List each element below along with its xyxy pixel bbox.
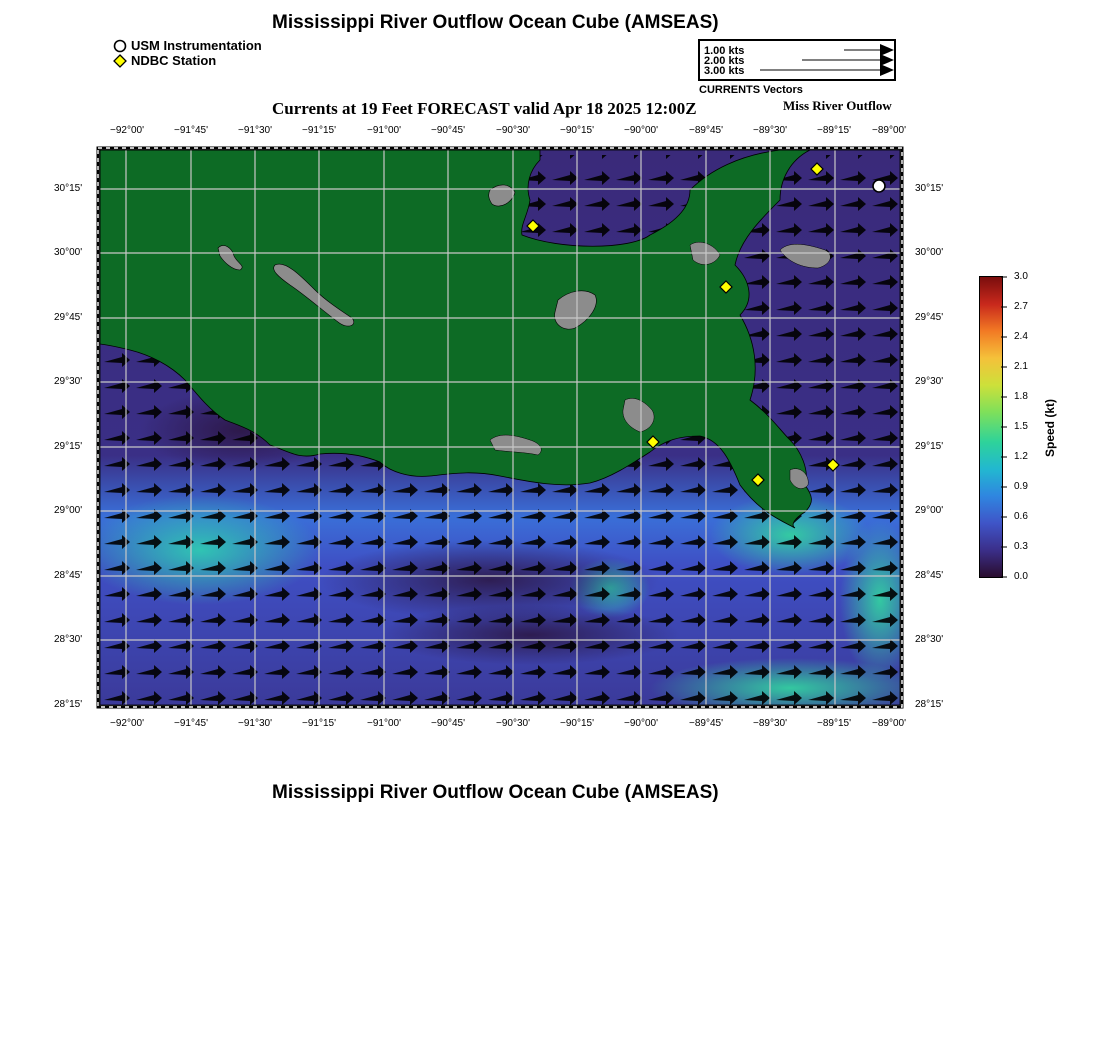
lon-top-tick: −89°45' bbox=[689, 125, 723, 136]
lon-top-tick: −89°15' bbox=[817, 125, 851, 136]
lat-right-tick: 29°00' bbox=[915, 505, 944, 516]
colorbar-tick: 0.9 bbox=[1014, 481, 1028, 492]
lon-top-tick: −90°30' bbox=[496, 125, 530, 136]
colorbar-tick: 2.1 bbox=[1014, 361, 1028, 372]
lon-top-tick: −91°30' bbox=[238, 125, 272, 136]
lon-bottom-tick: −91°30' bbox=[238, 718, 272, 729]
colorbar-tick: 2.7 bbox=[1014, 301, 1028, 312]
vector-legend-caption: CURRENTS Vectors bbox=[699, 84, 803, 96]
lon-bottom-tick: −91°00' bbox=[367, 718, 401, 729]
lat-right-tick: 28°45' bbox=[915, 570, 944, 581]
lon-top-tick: −90°45' bbox=[431, 125, 465, 136]
map-canvas bbox=[90, 140, 920, 716]
vector-legend-box bbox=[698, 39, 896, 81]
map-title-repeat: Mississippi River Outflow Ocean Cube (AMSEAS) bbox=[272, 782, 719, 803]
lat-right-tick: 30°00' bbox=[915, 247, 944, 258]
colorbar-tick: 0.6 bbox=[1014, 511, 1028, 522]
speed-colorbar bbox=[979, 276, 1003, 578]
lon-bottom-tick: −90°30' bbox=[496, 718, 530, 729]
legend-usm bbox=[113, 38, 262, 53]
vector-legend-row-3: 3.00 kts bbox=[704, 65, 745, 77]
lat-right-tick: 29°45' bbox=[915, 312, 944, 323]
lon-bottom-tick: −90°45' bbox=[431, 718, 465, 729]
region-label: Miss River Outflow bbox=[783, 98, 892, 113]
colorbar-tick: 1.2 bbox=[1014, 451, 1028, 462]
colorbar-tick: 0.0 bbox=[1014, 571, 1028, 582]
legend-usm-label: USM Instrumentation bbox=[131, 38, 262, 53]
lon-top-tick: −92°00' bbox=[110, 125, 144, 136]
lon-top-tick: −91°15' bbox=[302, 125, 336, 136]
colorbar-label: Speed (kt) bbox=[1043, 398, 1058, 458]
vector-legend-row-1: 1.00 kts bbox=[704, 45, 745, 57]
lon-top-tick: −89°30' bbox=[753, 125, 787, 136]
lon-top-tick: −90°15' bbox=[560, 125, 594, 136]
lat-left-tick: 30°15' bbox=[54, 183, 83, 194]
lat-left-tick: 28°15' bbox=[54, 699, 83, 710]
colorbar-tick: 0.3 bbox=[1014, 541, 1028, 552]
lon-top-tick: −90°00' bbox=[624, 125, 658, 136]
lon-top-tick: −89°00' bbox=[872, 125, 906, 136]
legend-ndbc-label: NDBC Station bbox=[131, 53, 217, 68]
lat-left-tick: 29°30' bbox=[54, 376, 83, 387]
lon-bottom-tick: −90°15' bbox=[560, 718, 594, 729]
lat-right-tick: 28°15' bbox=[915, 699, 944, 710]
lat-left-tick: 29°45' bbox=[54, 312, 83, 323]
lat-right-tick: 29°15' bbox=[915, 441, 944, 452]
colorbar-tick: 1.8 bbox=[1014, 391, 1028, 402]
lon-bottom-tick: −92°00' bbox=[110, 718, 144, 729]
lat-right-tick: 30°15' bbox=[915, 183, 944, 194]
lon-bottom-tick: −91°15' bbox=[302, 718, 336, 729]
vector-legend-arrows bbox=[700, 41, 894, 79]
usm-circle-icon bbox=[113, 39, 127, 53]
lat-left-tick: 29°00' bbox=[54, 505, 83, 516]
colorbar-tick: 1.5 bbox=[1014, 421, 1028, 432]
usm-station[interactable] bbox=[873, 180, 885, 192]
lon-bottom-tick: −91°45' bbox=[174, 718, 208, 729]
lat-left-tick: 30°00' bbox=[54, 247, 83, 258]
map-title: Mississippi River Outflow Ocean Cube (AMSEAS) bbox=[272, 12, 719, 33]
colorbar-tick: 3.0 bbox=[1014, 271, 1028, 282]
lon-top-tick: −91°45' bbox=[174, 125, 208, 136]
lon-top-tick: −91°00' bbox=[367, 125, 401, 136]
lat-right-tick: 28°30' bbox=[915, 634, 944, 645]
lat-left-tick: 29°15' bbox=[54, 441, 83, 452]
lat-right-tick: 29°30' bbox=[915, 376, 944, 387]
colorbar-tick: 2.4 bbox=[1014, 331, 1028, 342]
lat-left-tick: 28°45' bbox=[54, 570, 83, 581]
lon-bottom-tick: −89°45' bbox=[689, 718, 723, 729]
vector-legend-row-2: 2.00 kts bbox=[704, 55, 745, 67]
lat-left-tick: 28°30' bbox=[54, 634, 83, 645]
colorbar-tickmarks bbox=[1001, 276, 1009, 578]
lon-bottom-tick: −89°00' bbox=[872, 718, 906, 729]
lon-bottom-tick: −89°30' bbox=[753, 718, 787, 729]
lon-bottom-tick: −90°00' bbox=[624, 718, 658, 729]
legend-ndbc bbox=[113, 53, 216, 68]
lon-bottom-tick: −89°15' bbox=[817, 718, 851, 729]
map-subtitle: Currents at 19 Feet FORECAST valid Apr 18 2025 12:00Z bbox=[272, 99, 697, 118]
ndbc-diamond-icon bbox=[113, 54, 127, 68]
